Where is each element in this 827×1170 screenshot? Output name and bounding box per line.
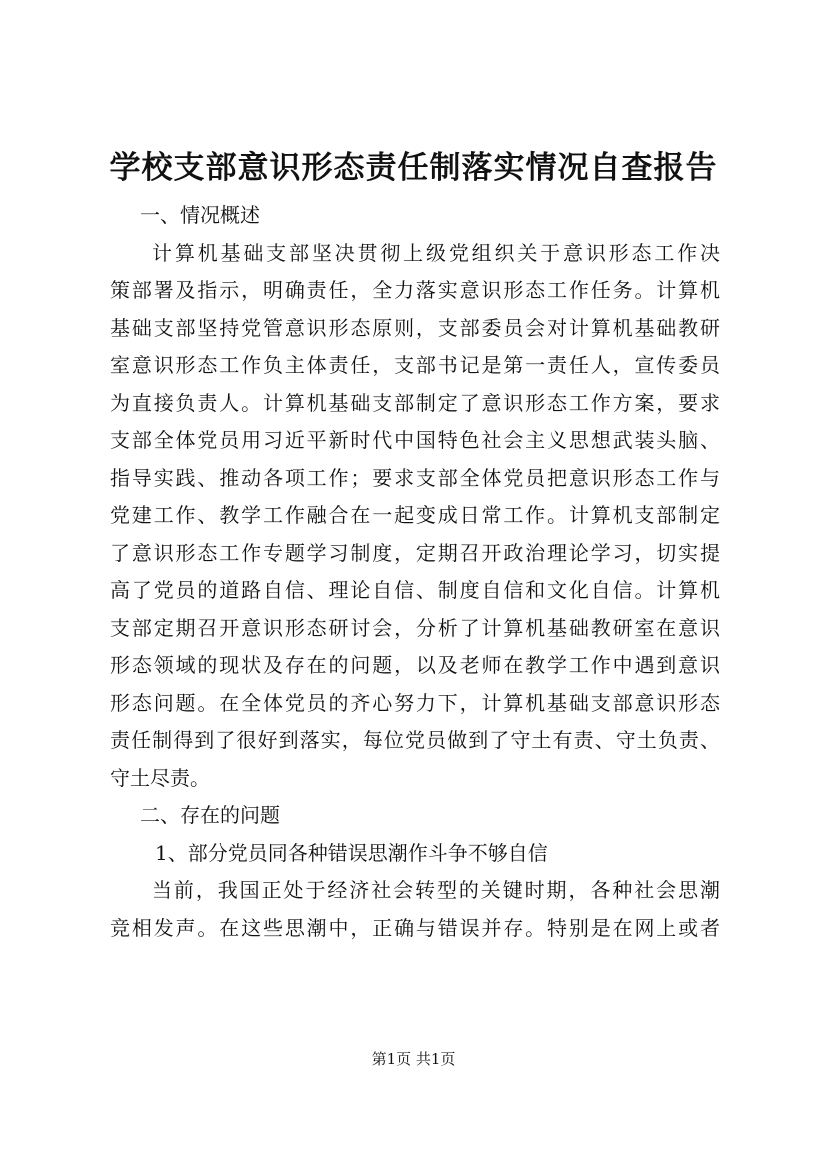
paragraph-line: 策部署及指示，明确责任，全力落实意识形态工作任务。计算机 xyxy=(110,278,720,302)
paragraph-line: 守土尽责。 xyxy=(110,765,210,790)
paragraph-line: 形态领域的现状及存在的问题，以及老师在教学工作中遇到意识 xyxy=(110,653,720,677)
document-body xyxy=(110,197,720,947)
paragraph-line: 形态问题。在全体党员的齐心努力下，计算机基础支部意识形态 xyxy=(110,690,720,715)
paragraph-line: 计算机基础支部坚决贯彻上级党组织关于意识形态工作决 xyxy=(152,240,720,265)
subsection-heading: 1、部分党员同各种错误思潮作斗争不够自信 xyxy=(155,840,548,865)
section-heading-problems: 二、存在的问题 xyxy=(140,803,280,827)
paragraph-line: 支部全体党员用习近平新时代中国特色社会主义思想武装头脑、 xyxy=(110,428,720,452)
paragraph-line: 竞相发声。在这些思潮中，正确与错误并存。特别是在网上或者 xyxy=(110,915,720,940)
paragraph-line: 责任制得到了很好到落实，每位党员做到了守土有责、守土负责、 xyxy=(110,728,720,752)
paragraph-line: 当前，我国正处于经济社会转型的关键时期，各种社会思潮 xyxy=(152,878,720,902)
paragraph-line: 指导实践、推动各项工作；要求支部全体党员把意识形态工作与 xyxy=(110,465,720,490)
paragraph-line: 了意识形态工作专题学习制度，定期召开政治理论学习，切实提 xyxy=(110,540,720,565)
section-heading-overview: 一、情况概述 xyxy=(140,203,260,227)
paragraph-line: 党建工作、教学工作融合在一起变成日常工作。计算机支部制定 xyxy=(110,503,720,527)
paragraph-line: 为直接负责人。计算机基础支部制定了意识形态工作方案，要求 xyxy=(110,390,720,415)
page-number: 第1页 共1页 xyxy=(371,1050,456,1068)
paragraph-line: 高了党员的道路自信、理论自信、制度自信和文化自信。计算机 xyxy=(110,578,720,602)
document-title: 学校支部意识形态责任制落实情况自查报告 xyxy=(109,150,718,186)
paragraph-line: 室意识形态工作负主体责任，支部书记是第一责任人，宣传委员 xyxy=(110,353,720,377)
paragraph-line: 支部定期召开意识形态研讨会，分析了计算机基础教研室在意识 xyxy=(110,615,720,640)
paragraph-line: 基础支部坚持党管意识形态原则，支部委员会对计算机基础教研 xyxy=(110,315,720,340)
